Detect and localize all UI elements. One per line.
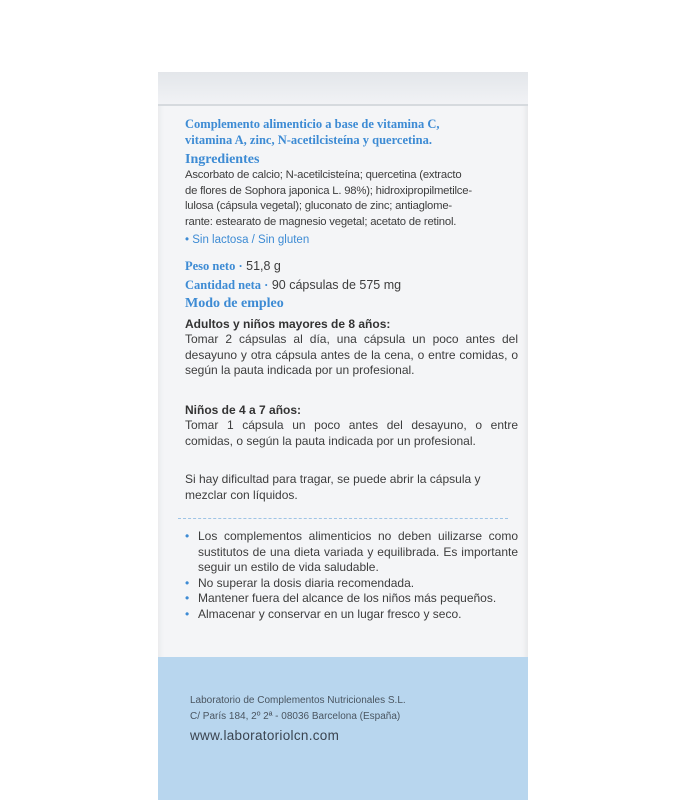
warning-item: • No superar la dosis diaria recomendada. [185, 576, 518, 592]
kids-heading: Niños de 4 a 7 años: [185, 403, 302, 417]
ingredients-line-4: rante: estearato de magnesio vegetal; acetato de retinol. [185, 215, 457, 228]
free-from-claim: • Sin lactosa / Sin gluten [185, 234, 310, 246]
manufacturer-address: C/ París 184, 2º 2ª - 08036 Barcelona (España) [190, 711, 401, 722]
warning-item: • Los complementos alimenticios no deben uilizarse como sustitutos de una dieta variada y equilibrada. Es importante seguir un estilo de vida saludable. [185, 529, 518, 576]
ingredients-title: Ingredientes [185, 152, 260, 167]
warning-item: • Mantener fuera del alcance de los niños más pequeños. [185, 591, 518, 607]
website-url: www.laboratoriolcn.com [190, 728, 340, 743]
net-quantity [185, 278, 518, 293]
manufacturer-name: Laboratorio de Complementos Nutricionales S.L. [190, 695, 406, 706]
net-weight-value: 51,8 g [246, 259, 281, 273]
box-top-flap [158, 72, 528, 106]
adults-heading: Adultos y niños mayores de 8 años: [185, 317, 391, 331]
net-quantity-value: 90 cápsulas de 575 mg [271, 278, 402, 292]
net-weight-label: Peso neto · [185, 259, 243, 273]
intro-text [185, 116, 518, 148]
usage-title: Modo de empleo [185, 296, 284, 311]
adults-instructions: Tomar 2 cápsulas al día, una cápsula un poco antes del desayuno y otra cápsula antes de la cena, o entre comidas, o según la pauta indicada por un profesional. [185, 332, 518, 377]
net-quantity-label: Cantidad neta · [185, 278, 269, 292]
product-box-side [158, 72, 528, 800]
intro-line-2: vitamina A, zinc, N-acetilcisteína y quercetina. [185, 133, 432, 147]
ingredients-line-3: lulosa (cápsula vegetal); gluconato de zinc; antiaglome- [185, 200, 452, 212]
warning-item: • Almacenar y conservar en un lugar fresco y seco. [185, 607, 518, 623]
ingredients-list [185, 168, 518, 230]
ingredients-line-2: de flores de Sophora japonica L. 98%); hidroxipropilmetilce- [185, 184, 472, 197]
manufacturer-info [190, 693, 406, 725]
dashed-divider [178, 518, 508, 519]
ingredients-line-1: Ascorbato de calcio; N-acetilcisteína; quercetina (extracto [185, 169, 462, 181]
net-weight [185, 259, 518, 274]
swallow-note: Si hay dificultad para tragar, se puede abrir la cápsula y mezclar con líquidos. [185, 472, 481, 502]
intro-line-1: Complemento alimenticio a base de vitamina C, [185, 117, 440, 131]
warnings-list [185, 529, 518, 622]
kids-instructions: Tomar 1 cápsula un poco antes del desayuno, o entre comidas, o según la pauta indicada por un profesional. [185, 418, 518, 448]
